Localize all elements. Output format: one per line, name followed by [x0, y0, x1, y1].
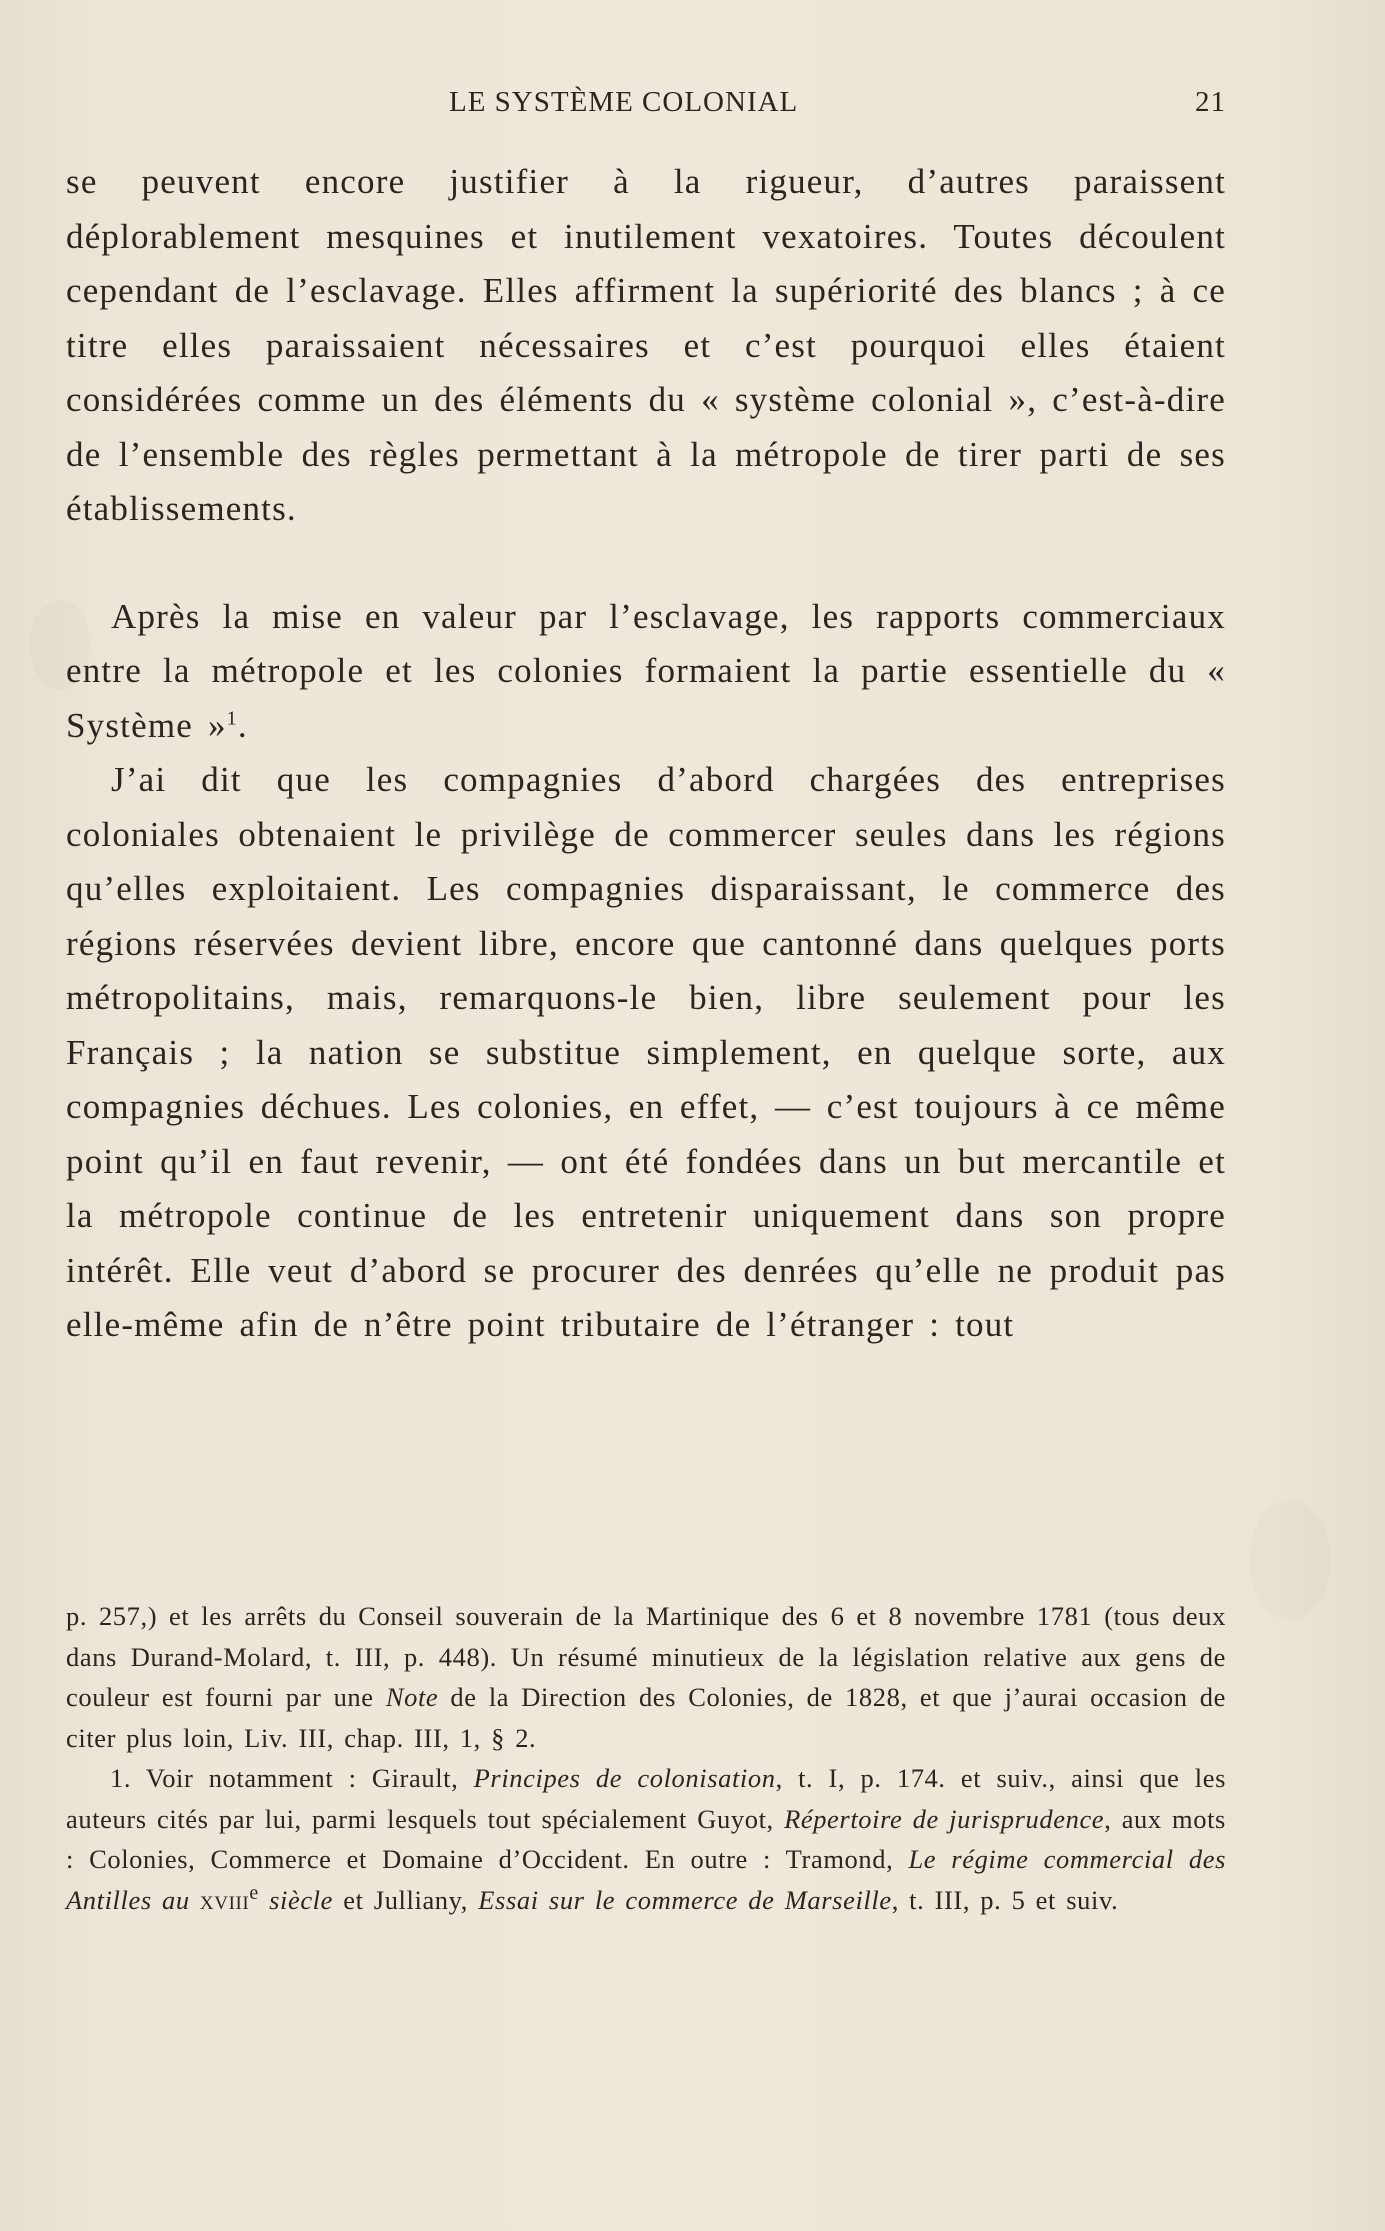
footnote-1-century: xviii [199, 1884, 250, 1915]
paragraph-1: se peuvent encore justifier à la rigueur, d’autres paraissent déplorablement mesquines et inutilement vexatoires. Toutes découlent cependant de l’esclavage. Elles affirment la supériorité des blancs ; à ce titre elles paraissaient nécessaires et c’est pourquoi elles étaient considérées comme un des éléments du « système colonial », c’est-à-dire de l’ensemble des règles permettant à la métropole de tirer parti de ses établissements. [66, 162, 1226, 528]
footnote-continued-text: p. 257,) et les arrêts du Conseil souverain de la Martinique des 6 et 8 novembre 1781 (tous deux dans Durand-Molard, t. III, p. 448). Un résumé minutieux de la législation relative aux gens de couleur est fourni par une [66, 1601, 1226, 1712]
footnote-1-italic-2: Répertoire de jurisprudence [784, 1803, 1105, 1834]
footnote-1-italic-5: Essai sur le commerce de Marseille [478, 1884, 892, 1915]
footnote-continued [66, 1596, 1226, 1758]
paragraph-3: J’ai dit que les compagnies d’abord chargées des entreprises coloniales obtenaient le privilège de commercer seules dans les régions qu’elles exploitaient. Les compagnies disparaissant, le commerce des régions réservées devient libre, encore que cantonné dans quelques ports métropolitains, mais, remarquons-le bien, libre seulement pour les Français ; la nation se substitue simplement, en quelque sorte, aux compagnies déchues. Les colonies, en effet, — c’est toujours à ce même point qu’il en faut revenir, — ont été fondées dans un but mercantile et la métropole continue de les entretenir uniquement dans son propre intérêt. Elle veut d’abord se procurer des denrées qu’elle ne produit pas elle-même afin de n’être point tributaire de l’étranger : tout [66, 760, 1226, 1344]
footnote-1-italic-1: Principes de colonisation [473, 1763, 776, 1793]
running-title: LE SYSTÈME COLONIAL [449, 86, 799, 118]
footnote-1-text-e: , t. III, p. 5 et suiv. [891, 1884, 1119, 1915]
footnote-1-text-c: , aux mots : Colonies, Commerce et Domaine d’Occident. En outre : Tramond, [66, 1803, 1226, 1874]
paragraph-2 [66, 590, 1226, 754]
footnote-1-text-d: et Julliany, [343, 1884, 469, 1915]
footnote-continued-end: de la Direction des Colonies, de 1828, et que j’aurai occasion de citer plus loin, Liv. III, chap. III, 1, § 2. [66, 1682, 1226, 1753]
footnote-1-century-sup: e [249, 1881, 259, 1904]
running-head [66, 86, 1226, 126]
footnote-continued-italic: Note [385, 1682, 439, 1712]
body-text [66, 155, 1226, 1353]
footnote-1-text-b: , t. I, p. 174. et suiv., ainsi que les auteurs cités par lui, parmi lesquels tout spécialement Guyot, [66, 1763, 1226, 1834]
footnote-1-text-a: 1. Voir notamment : Girault, [110, 1763, 459, 1793]
page-number: 21 [1195, 86, 1226, 118]
paper-stain [1250, 1500, 1330, 1620]
footnote-ref-1: 1 [226, 706, 238, 729]
footnote-1-italic-3: Le régime commercial des Antilles au [66, 1844, 1226, 1915]
paragraph-2-end: . [237, 705, 248, 745]
footnote-1-italic-4: siècle [269, 1884, 334, 1915]
footnotes [66, 1596, 1226, 1920]
footnote-1 [66, 1758, 1226, 1920]
paragraph-2-text: Après la mise en valeur par l’esclavage, les rapports commerciaux entre la métropole et les colonies formaient la partie essentielle du « Système » [66, 596, 1226, 745]
